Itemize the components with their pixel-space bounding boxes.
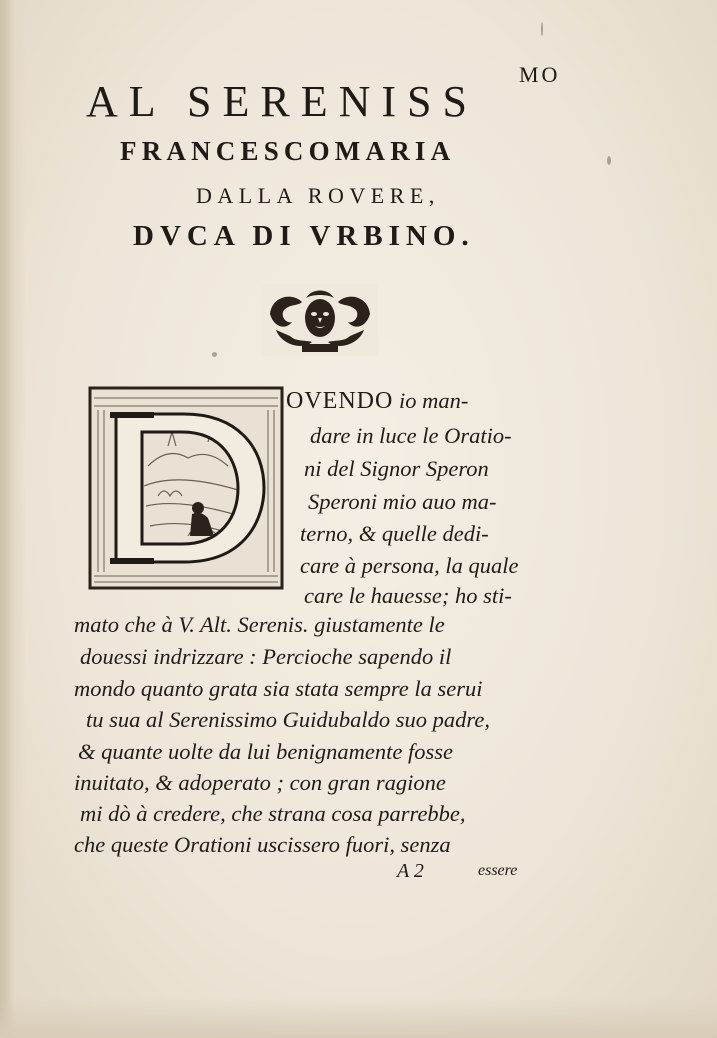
text-line: dare in luce le Oratio- xyxy=(310,423,512,448)
text-line: care le hauesse; ho sti- xyxy=(304,583,512,608)
page-edge-shadow xyxy=(0,0,26,1038)
page-bottom-shadow xyxy=(0,998,717,1038)
text-line: inuitato, & adoperato ; con gran ragione xyxy=(74,770,446,795)
title-superscript: MO xyxy=(519,62,561,87)
text-line: mondo quanto grata sia stata sempre la serui xyxy=(74,676,483,701)
title-line-2: FRANCESCOMARIA xyxy=(120,136,456,166)
text-line: & quante uolte da lui benignamente fosse xyxy=(78,739,453,764)
text-line: OVENDO io man- xyxy=(286,388,469,414)
foxing-speck xyxy=(541,22,543,36)
text-line: care à persona, la quale xyxy=(300,553,519,578)
text-line: terno, & quelle dedi- xyxy=(300,521,489,546)
text-line: Speroni mio auo ma- xyxy=(308,489,497,514)
foxing-speck xyxy=(607,156,611,165)
text-line: douessi indrizzare : Percioche sapendo il xyxy=(80,644,452,669)
text-line: mato che à V. Alt. Serenis. giustamente le xyxy=(74,612,445,637)
opening-word: OVENDO xyxy=(286,388,394,414)
text-line: che queste Orationi uscissero fuori, senza xyxy=(74,832,451,857)
title-line-1: AL SERENISS xyxy=(86,77,478,126)
text-line: ni del Signor Speron xyxy=(304,456,489,481)
title-line-3: DALLA ROVERE, xyxy=(196,183,440,208)
title-line-4: DVCA DI VRBINO. xyxy=(133,220,475,252)
text-line: mi dò à credere, che strana cosa parrebbe, xyxy=(80,801,466,826)
catchword: essere xyxy=(478,862,518,879)
signature-mark: A 2 xyxy=(397,860,424,882)
text-line: tu sua al Serenissimo Guidubaldo suo padre, xyxy=(86,707,490,732)
woodcut-ornament-mask-icon xyxy=(262,284,378,356)
woodcut-initial-d-icon xyxy=(88,386,284,590)
foxing-speck xyxy=(212,352,217,357)
